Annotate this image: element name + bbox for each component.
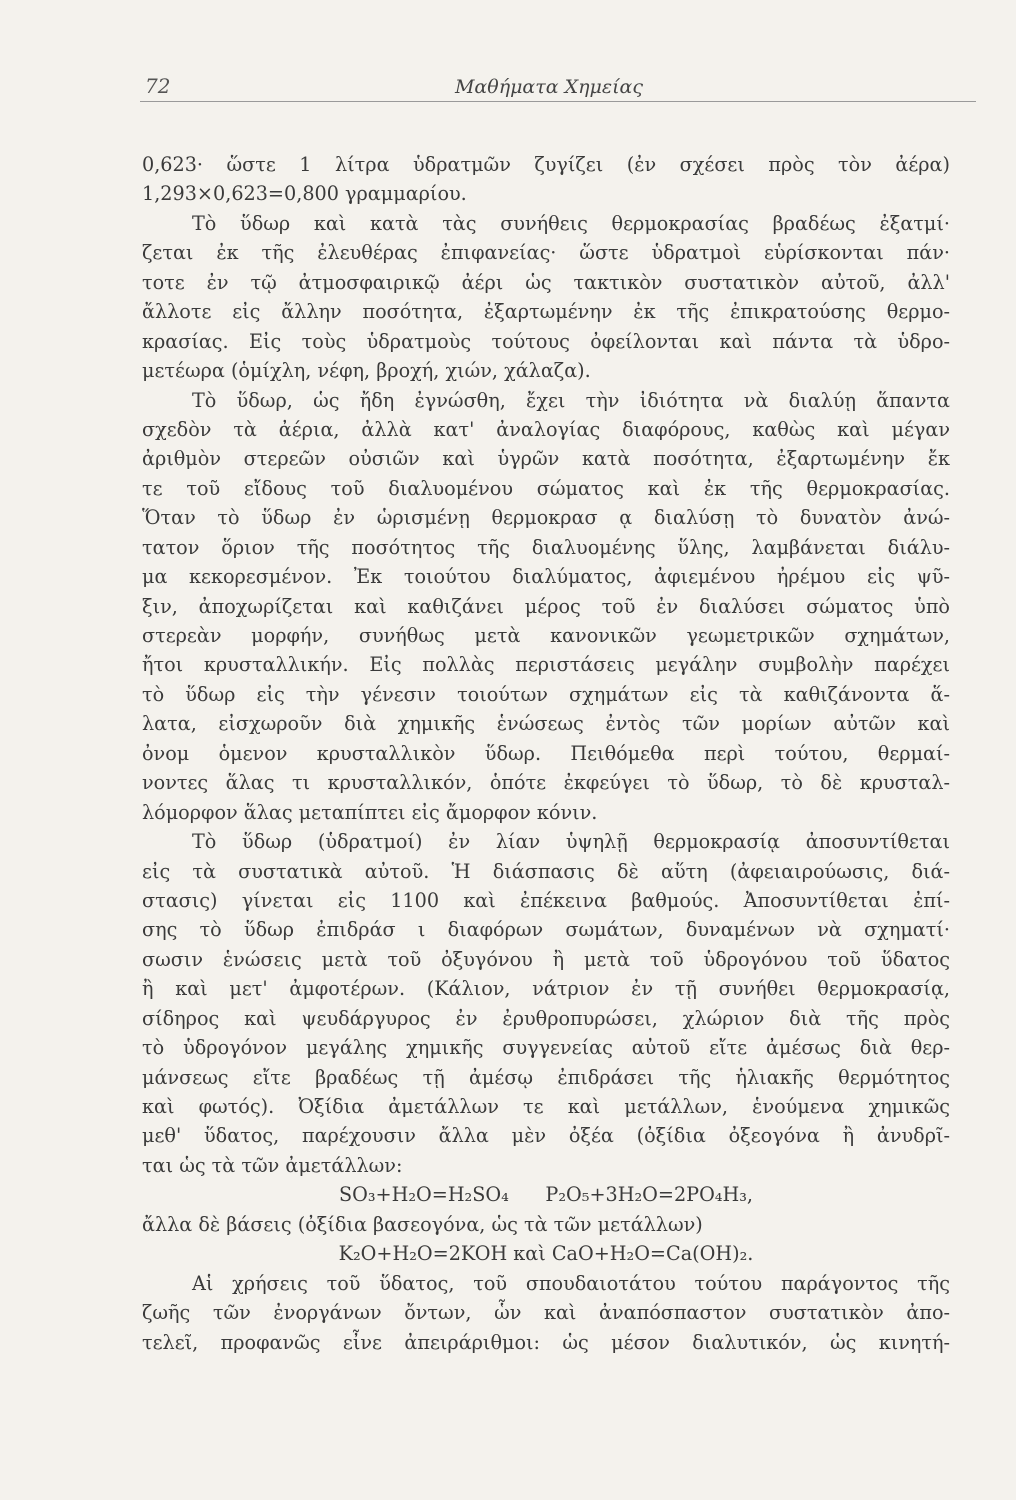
text-line: μεθ' ὕδατος, παρέχουσιν ἄλλα μὲν ὀξέα (ὀξίδια ὀξεογόνα ἢ ἀνυδρῖ-	[142, 1124, 950, 1148]
running-title: Μαθήματα Χημείας	[454, 76, 644, 98]
text-line: τοτε ἐν τῷ ἀτμοσφαιρικῷ ἀέρι ὡς τακτικὸν συστατικὸν αὐτοῦ, ἀλλ'	[142, 270, 950, 294]
text-line: τατον ὅριον τῆς ποσότητος τῆς διαλυομένης ὕλης, λαμβάνεται διάλυ-	[142, 535, 950, 559]
text-line: ὀνομ ὁμενον κρυσταλλικὸν ὕδωρ. Πειθόμεθα περὶ τούτου, θερμαί-	[142, 741, 950, 765]
text-line: ξιν, ἀποχωρίζεται καὶ καθιζάνει μέρος τοῦ ἐν διαλύσει σώματος ὑπὸ	[142, 594, 950, 618]
text-line: ἤτοι κρυσταλλικήν. Εἰς πολλὰς περιστάσεις μεγάλην συμβολὴν παρέχει	[142, 653, 950, 677]
text-line: τὸ ὑδρογόνον μεγάλης χημικῆς συγγενείας αὐτοῦ εἴτε ἀμέσως διὰ θερ-	[142, 1036, 950, 1060]
text-line: στερεὰν μορφήν, συνήθως μετὰ κανονικῶν γεωμετρικῶν σχημάτων,	[142, 624, 950, 647]
text-line: ἄλλοτε εἰς ἄλλην ποσότητα, ἐξαρτωμένην ἐκ τῆς ἐπικρατούσης θερμο-	[142, 300, 950, 324]
text-line: κρασίας. Εἰς τοὺς ὑδρατμοὺς τούτους ὀφείλονται καὶ πάντα τὰ ὑδρο-	[142, 329, 950, 353]
text-line: Ὅταν τὸ ὕδωρ ἐν ὡρισμένῃ θερμοκρασ ᾳ διαλύσῃ τὸ δυνατὸν ἀνώ-	[142, 506, 950, 530]
body-text	[142, 150, 950, 1357]
text-line: 1,293×0,623=0,800 γραμμαρίου.	[142, 182, 467, 206]
chemical-equation: K₂O+H₂O=2KOH καὶ CaO+H₂O=Ca(OH)₂.	[338, 1242, 754, 1266]
text-line: λατα, εἰσχωροῦν διὰ χημικῆς ἑνώσεως ἐντὸς τῶν μορίων αὐτῶν καὶ	[142, 712, 950, 736]
text-line: ται ὡς τὰ τῶν ἀμετάλλων:	[142, 1153, 403, 1177]
text-line: καὶ φωτός). Ὀξίδια ἀμετάλλων τε καὶ μετάλλων, ἑνούμενα χημικῶς	[142, 1095, 950, 1118]
text-line: ἄλλα δὲ βάσεις (ὀξίδια βασεογόνα, ὡς τὰ τῶν μετάλλων)	[142, 1212, 703, 1236]
text-line: τελεῖ, προφανῶς εἶνε ἀπειράριθμοι: ὡς μέσον διαλυτικόν, ὡς κινητή-	[142, 1330, 950, 1354]
text-line: ζωῆς τῶν ἐνοργάνων ὄντων, ὧν καὶ ἀναπόσπαστον συστατικὸν ἀπο-	[142, 1301, 950, 1325]
text-line: τε τοῦ εἴδους τοῦ διαλυομένου σώματος καὶ ἐκ τῆς θερμοκρασίας.	[142, 476, 950, 500]
text-line: μετέωρα (ὁμίχλη, νέφη, βροχή, χιών, χάλαζα).	[142, 359, 591, 383]
text-line: σης τὸ ὕδωρ ἐπιδράσ ι διαφόρων σωμάτων, δυναμένων νὰ σχηματί·	[142, 918, 950, 942]
text-line: σίδηρος καὶ ψευδάργυρος ἐν ἐρυθροπυρώσει, χλώριον διὰ τῆς πρὸς	[142, 1006, 950, 1030]
text-line: εἰς τὰ συστατικὰ αὐτοῦ. Ἡ διάσπασις δὲ αὕτη (ἀφειαιρούωσις, διά-	[142, 859, 950, 883]
text-line: μάνσεως εἴτε βραδέως τῇ ἀμέσῳ ἐπιδράσει τῆς ἡλιακῆς θερμότητος	[142, 1065, 950, 1089]
paragraph-start-line: Τὸ ὕδωρ (ὑδρατμοί) ἐν λίαν ὑψηλῇ θερμοκρασίᾳ ἀποσυντίθεται	[192, 830, 950, 854]
header-rule	[140, 101, 976, 102]
text-line: ἢ καὶ μετ' ἀμφοτέρων. (Κάλιον, νάτριον ἐν τῇ συνήθει θερμοκρασίᾳ,	[142, 977, 950, 1001]
text-line: μα κεκορεσμένον. Ἐκ τοιούτου διαλύματος, ἀφιεμένου ἠρέμου εἰς ψῦ-	[142, 565, 950, 589]
text-line: νοντες ἅλας τι κρυσταλλικόν, ὁπότε ἐκφεύγει τὸ ὕδωρ, τὸ δὲ κρυσταλ-	[142, 771, 950, 795]
paragraph-start-line: Τὸ ὕδωρ, ὡς ἤδη ἐγνώσθη, ἔχει τὴν ἰδιότητα νὰ διαλύῃ ἅπαντα	[192, 388, 950, 412]
text-line: ζεται ἐκ τῆς ἐλευθέρας ἐπιφανείας· ὥστε ὑδρατμοὶ εὑρίσκονται πάν·	[142, 241, 950, 265]
text-line: λόμορφον ἅλας μεταπίπτει εἰς ἄμορφον κόνιν.	[142, 800, 598, 824]
text-line: ἀριθμὸν στερεῶν οὐσιῶν καὶ ὑγρῶν κατὰ ποσότητα, ἐξαρτωμένην ἔκ	[142, 447, 950, 471]
chemical-equation: SO₃+H₂O=H₂SO₄ P₂O₅+3H₂O=2PO₄H₃,	[338, 1183, 754, 1207]
text-line: τὸ ὕδωρ εἰς τὴν γένεσιν τοιούτων σχημάτων εἰς τὰ καθιζάνοντα ἅ-	[142, 682, 950, 706]
text-line: σχεδὸν τὰ ἀέρια, ἀλλὰ κατ' ἀναλογίας διαφόρους, καθὼς καὶ μέγαν	[142, 417, 950, 441]
paragraph-start-line: Τὸ ὕδωρ καὶ κατὰ τὰς συνήθεις θερμοκρασίας βραδέως ἐξατμί·	[192, 211, 950, 235]
paragraph-start-line: Αἱ χρήσεις τοῦ ὕδατος, τοῦ σπουδαιοτάτου τούτου παράγοντος τῆς	[192, 1271, 950, 1295]
text-line: σωσιν ἑνώσεις μετὰ τοῦ ὀξυγόνου ἢ μετὰ τοῦ ὑδρογόνου τοῦ ὕδατος	[142, 947, 950, 971]
text-line: 0,623· ὥστε 1 λίτρα ὑδρατμῶν ζυγίζει (ἐν σχέσει πρὸς τὸν ἀέρα)	[142, 153, 950, 176]
page-header	[145, 74, 953, 108]
page-number: 72	[145, 74, 171, 98]
text-line: στασις) γίνεται εἰς 1100 καὶ ἐπέκεινα βαθμούς. Ἀποσυντίθεται ἐπί-	[142, 888, 950, 912]
